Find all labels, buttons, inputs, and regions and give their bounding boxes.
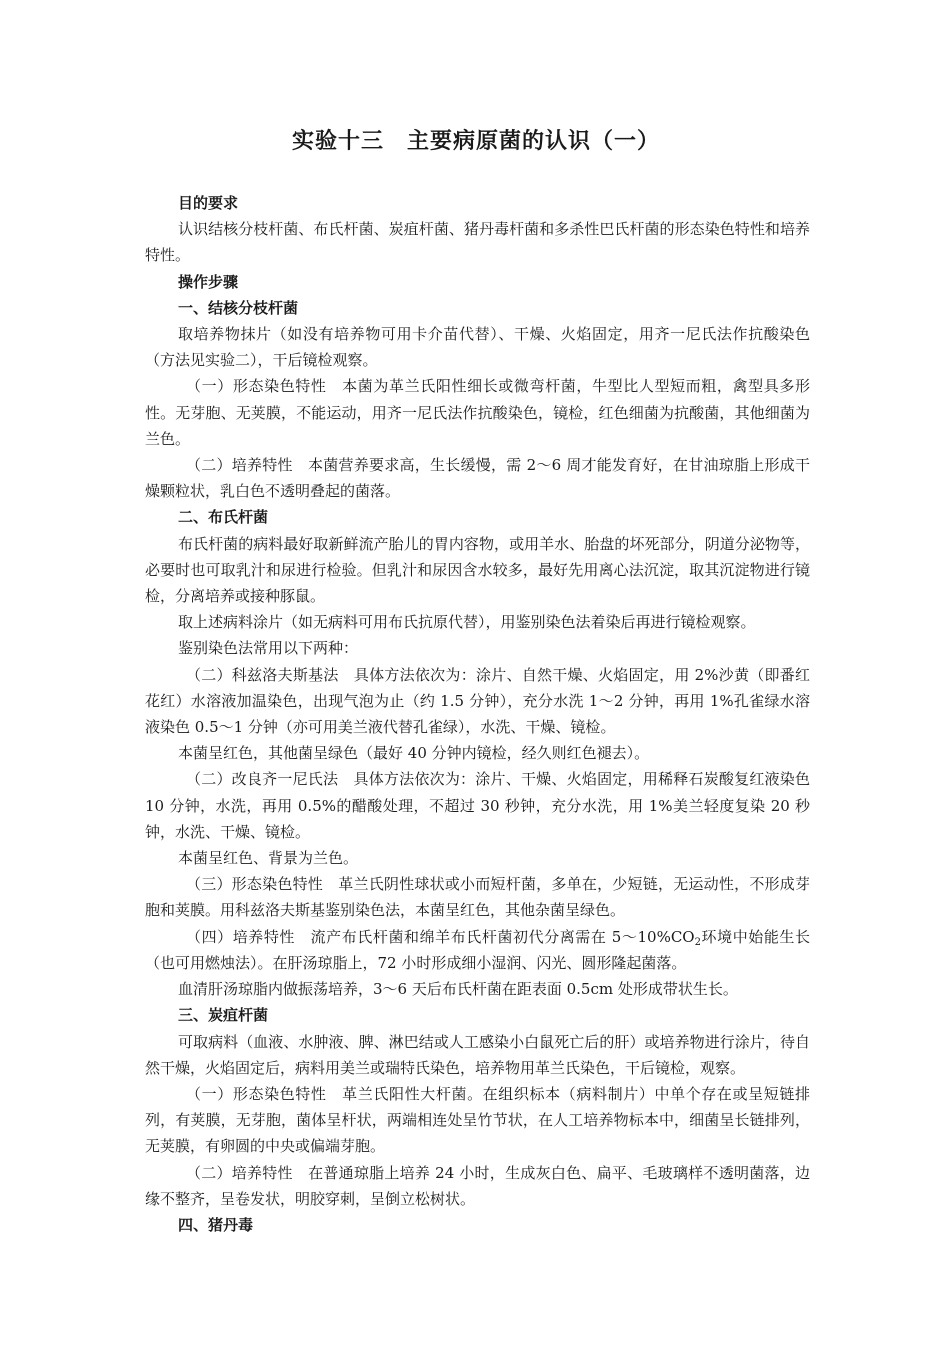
paragraph: （二）科兹洛夫斯基法 具体方法依次为：涂片、自然干燥、火焰固定，用 2%沙黄（即番红花红）水溶液加温染色，出现气泡为止（约 1.5 分钟），充分水洗 1～2 分钟，再用 1%孔雀绿水溶液染色 0.5～1 分钟（亦可用美兰液代替孔雀绿），水洗、干燥、镜检。: [145, 665, 810, 737]
paragraph: （一）形态染色特性 本菌为革兰氏阳性细长或微弯杆菌，牛型比人型短而粗，禽型具多形性。无芽胞、无荚膜，不能运动，用齐一尼氏法作抗酸染色，镜检，红色细菌为抗酸菌，其他细菌为兰色。: [145, 377, 810, 448]
text: 环境中始能生长（也可用燃烛法）。在肝汤琼脂上，72 小时形成细小湿润、闪光、圆形隆起菌落。: [145, 927, 810, 972]
paragraph: （二）培养特性 本菌营养要求高，生长缓慢，需 2～6 周才能发育好，在甘油琼脂上形成干燥颗粒状，乳白色不透明叠起的菌落。: [145, 456, 810, 501]
paragraph: （一）形态染色特性 革兰氏阳性大杆菌。在组织标本（病料制片）中单个存在或呈短链排列，有荚膜，无芽胞，菌体呈杆状，两端相连处呈竹节状，在人工培养物标本中，细菌呈长链排列，无荚膜，有卵圆的中央或偏端芽胞。: [145, 1084, 810, 1156]
paragraph: （二）改良齐一尼氏法 具体方法依次为：涂片、干燥、火焰固定，用稀释石炭酸复红液染色 10 分钟，水洗，再用 0.5%的醋酸处理，不超过 30 秒钟，充分水洗，用 1%美兰轻度复染 20 秒钟，水洗、干燥、镜检。: [145, 770, 810, 841]
section-heading-purpose: 目的要求: [178, 194, 239, 212]
paragraph: 血清肝汤琼脂内做振荡培养，3～6 天后布氏杆菌在距表面 0.5cm 处形成带状生长。: [178, 980, 738, 999]
paragraph: 可取病料（血液、水肿液、脾、淋巴结或人工感染小白鼠死亡后的肝）或培养物进行涂片，待自然干燥，火焰固定后，病料用美兰或瑞特氏染色，培养物用革兰氏染色，干后镜检，观察。: [145, 1032, 810, 1077]
paragraph: （二）培养特性 在普通琼脂上培养 24 小时，生成灰白色、扁平、毛玻璃样不透明菌落，边缘不整齐，呈卷发状，明胶穿刺，呈倒立松树状。: [145, 1163, 810, 1208]
text: （四）培养特性 流产布氏杆菌和绵羊布氏杆菌初代分离需在 5～10%CO: [186, 927, 695, 946]
paragraph-culture: [145, 924, 810, 976]
paragraph: 取上述病料涂片（如无病料可用布氏抗原代替），用鉴别染色法着染后再进行镜检观察。: [178, 613, 756, 632]
document-body: [145, 190, 810, 1238]
paragraph: 取培养物抹片（如没有培养物可用卡介苗代替）、干燥、火焰固定，用齐一尼氏法作抗酸染色（方法见实验二），干后镜检观察。: [145, 325, 810, 370]
section-heading-brucella: 二、布氏杆菌: [178, 508, 269, 527]
section-heading-anthrax: 三、炭疽杆菌: [178, 1006, 269, 1025]
paragraph: （三）形态染色特性 革兰氏阴性球状或小而短杆菌，多单在，少短链，无运动性，不形成芽胞和荚膜。用科兹洛夫斯基鉴别染色法，本菌呈红色，其他杂菌呈绿色。: [145, 875, 810, 920]
paragraph: 布氏杆菌的病料最好取新鲜流产胎儿的胃内容物，或用羊水、胎盘的坏死部分，阴道分泌物等，必要时也可取乳汁和尿进行检验。但乳汁和尿因含水较多，最好先用离心法沉淀，取其沉淀物进行镜检，分离培养或接种豚鼠。: [145, 534, 810, 606]
paragraph: 鉴别染色法常用以下两种：: [178, 639, 359, 658]
subscript: 2: [694, 936, 701, 948]
page-title: 实验十三 主要病原菌的认识（一）: [291, 129, 660, 154]
section-heading-tuberculosis: 一、结核分枝杆菌: [178, 298, 299, 317]
section-heading-erysipelas: 四、猪丹毒: [178, 1215, 254, 1234]
paragraph: 本菌呈红色，其他菌呈绿色（最好 40 分钟内镜检，经久则红色褪去）。: [178, 744, 650, 763]
paragraph: 本菌呈红色、背景为兰色。: [178, 849, 359, 868]
paragraph-purpose: 认识结核分枝杆菌、布氏杆菌、炭疽杆菌、猪丹毒杆菌和多杀性巴氏杆菌的形态染色特性和培养特性。: [145, 220, 810, 265]
section-heading-steps: 操作步骤: [178, 272, 239, 291]
